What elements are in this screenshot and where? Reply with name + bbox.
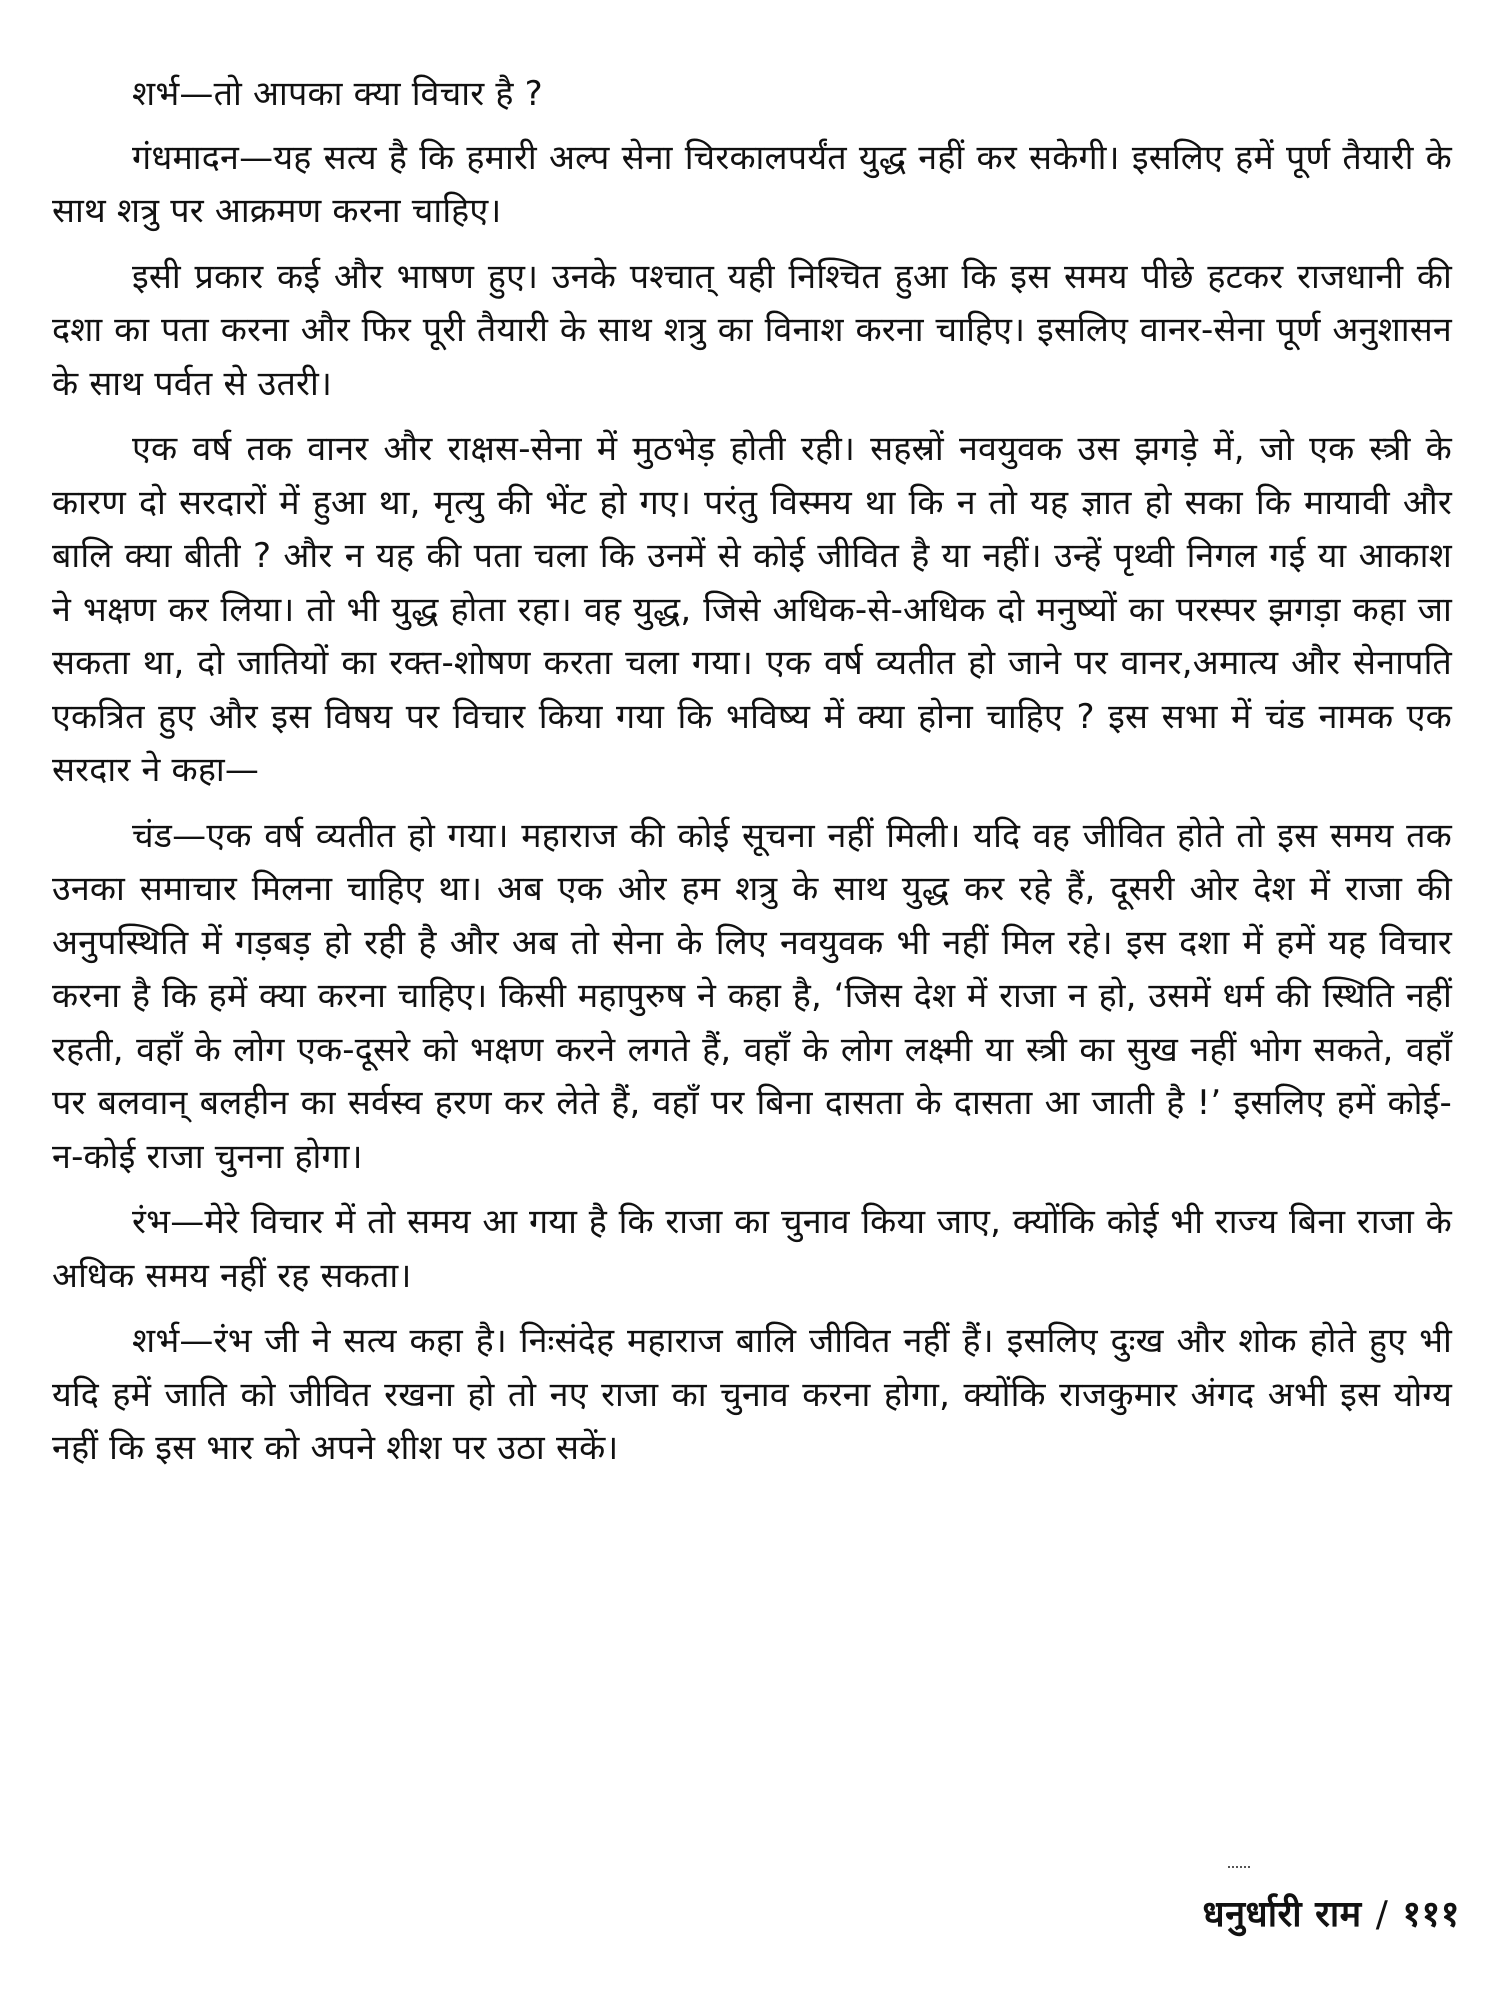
footer-book-title: धनुर्धारी राम — [1202, 1894, 1362, 1935]
paragraph-sharbh-question: शर्भ—तो आपका क्या विचार है ? — [132, 74, 543, 114]
page-body — [52, 68, 1452, 1968]
page-footer — [1202, 1888, 1460, 1937]
paragraph-narration-retreat: इसी प्रकार कई और भाषण हुए। उनके पश्चात् यही निश्चित हुआ कि इस समय पीछे हटकर राजधानी की दशा का पता करना और फिर पूरी तैयारी के साथ शत्रु का विनाश करना चाहिए। इसलिए वानर-सेना पूर्ण अनुशासन के साथ पर्वत से उतरी। — [52, 256, 1452, 404]
footer-page-number: १११ — [1402, 1894, 1460, 1935]
footer-separator: / — [1375, 1894, 1389, 1935]
footer-dots-mark — [1228, 1866, 1250, 1872]
paragraph-chand: चंड—एक वर्ष व्यतीत हो गया। महाराज की कोई सूचना नहीं मिली। यदि वह जीवित होते तो इस समय तक उनका समाचार मिलना चाहिए था। अब एक ओर हम शत्रु के साथ युद्ध कर रहे हैं, दूसरी ओर देश में राजा की अनुपस्थिति में गड़बड़ हो रही है और अब तो सेना के लिए नवयुवक भी नहीं मिल रहे। इस दशा में हमें यह विचार करना है कि हमें क्या करना चाहिए। किसी महापुरुष ने कहा है, ‘जिस देश में राजा न हो, उसमें धर्म की स्थिति नहीं रहती, वहाँ के लोग एक-दूसरे को भक्षण करने लगते हैं, वहाँ के लोग लक्ष्मी या स्त्री का सुख नहीं भोग सकते, वहाँ पर बलवान् बलहीन का सर्वस्व हरण कर लेते हैं, वहाँ पर बिना दासता के दासता आ जाती है !’ इसलिए हमें कोई-न-कोई राजा चुनना होगा। — [52, 815, 1452, 1177]
paragraph-sharbh-reply: शर्भ—रंभ जी ने सत्य कहा है। निःसंदेह महाराज बालि जीवित नहीं हैं। इसलिए दुःख और शोक होते हुए भी यदि हमें जाति को जीवित रखना हो तो नए राजा का चुनाव करना होगा, क्योंकि राजकुमार अंगद अभी इस योग्य नहीं कि इस भार को अपने शीश पर उठा सकें। — [52, 1321, 1452, 1468]
paragraph-narration-war: एक वर्ष तक वानर और राक्षस-सेना में मुठभेड़ होती रही। सहस्रों नवयुवक उस झगड़े में, जो एक स्त्री के कारण दो सरदारों में हुआ था, मृत्यु की भेंट हो गए। परंतु विस्मय था कि न तो यह ज्ञात हो सका कि मायावी और बालि क्या बीती ? और न यह की पता चला कि उनमें से कोई जीवित है या नहीं। उन्हें पृथ्वी निगल गई या आकाश ने भक्षण कर लिया। तो भी युद्ध होता रहा। वह युद्ध, जिसे अधिक-से-अधिक दो मनुष्यों का परस्पर झगड़ा कहा जा सकता था, दो जातियों का रक्त-शोषण करता चला गया। एक वर्ष व्यतीत हो जाने पर वानर,अमात्य और सेनापति एकत्रित हुए और इस विषय पर विचार किया गया कि भविष्य में क्या होना चाहिए ? इस सभा में चंड नामक एक सरदार ने कहा— — [52, 429, 1452, 790]
paragraph-rambh: रंभ—मेरे विचार में तो समय आ गया है कि राजा का चुनाव किया जाए, क्योंकि कोई भी राज्य बिना राजा के अधिक समय नहीं रह सकता। — [52, 1202, 1452, 1296]
paragraph-gandhamadan: गंधमादन—यह सत्य है कि हमारी अल्प सेना चिरकालपर्यंत युद्ध नहीं कर सकेगी। इसलिए हमें पूर्ण तैयारी के साथ शत्रु पर आक्रमण करना चाहिए। — [52, 137, 1452, 231]
